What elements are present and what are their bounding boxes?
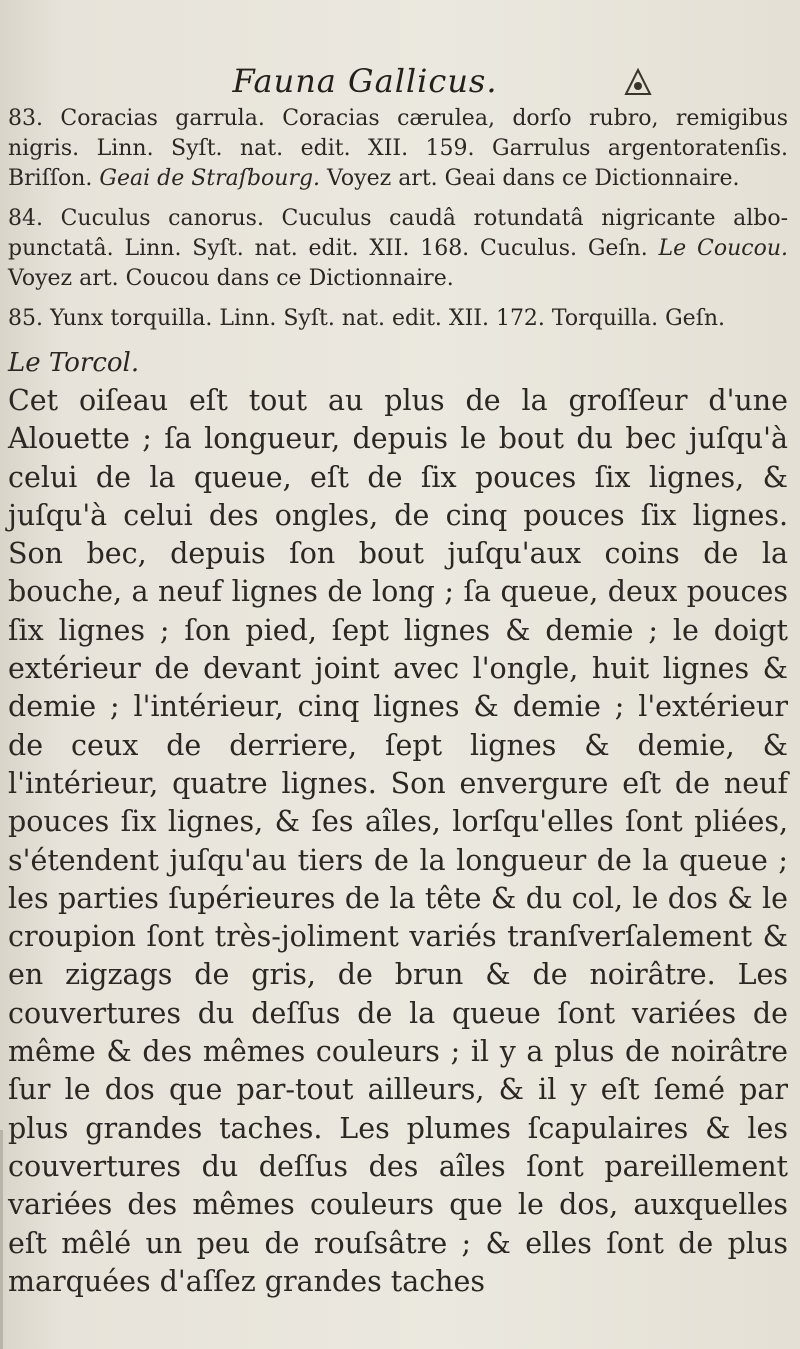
- entry-85: [8, 304, 788, 334]
- page-content: [8, 104, 788, 1301]
- entry-reference: Voyez art. Coucou dans ce Dictionnaire.: [8, 266, 454, 291]
- description-paragraph: Cet oiſeau eſt tout au plus de la groſſeur d'une Alouette ; ſa longueur, depuis le bout du bec juſqu'à celui de la queue, eſt de ſix pouces ſix lignes, & juſqu'à celui des ongles, de cinq pouces ſix lignes. Son bec, depuis ſon bout juſqu'aux coins de la bouche, a neuf lignes de long ; ſa queue, deux pouces ſix lignes ; ſon pied, ſept lignes & demie ; le doigt extérieur de devant joint avec l'ongle, huit lignes & demie ; l'intérieur, cinq lignes & demie ; l'extérieur de ceux de derriere, ſept lignes & demie, & l'intérieur, quatre lignes. Son envergure eſt de neuf pouces ſix lignes, & ſes aîles, lorſqu'elles ſont pliées, s'étendent juſqu'au tiers de la longueur de la queue ; les parties ſupérieures de la tête & du col, le dos & le croupion ſont très-joliment variés tranſverſalement & en zigzags de gris, de brun & de noirâtre. Les couvertures du deſſus de la queue ſont variées de même & des mêmes couleurs ; il y a plus de noirâtre ſur le dos que par-tout ailleurs, & il y eſt ſemé par plus grandes taches. Les plumes ſcapulaires & les couvertures du deſſus des aîles ſont pareillement variées des mêmes couleurs que le dos, auxquelles eſt mêlé un peu de rouſsâtre ; & elles ſont de plus marquées d'aſſez grandes taches: [8, 384, 788, 1298]
- entry-lead: 84. Cuculus canorus. Cuculus caudâ rotundatâ nigricante albo-punctatâ. Linn. Syſt. nat. edit. XII. 168. Cuculus. Geſn.: [8, 206, 788, 261]
- binding-edge: [0, 1130, 3, 1349]
- entry-reference: Voyez art. Geai dans ce Dictionnaire.: [327, 166, 740, 191]
- running-head: Fauna Gallicus.: [232, 62, 498, 100]
- entry-84: [8, 204, 788, 294]
- entry-83: [8, 104, 788, 194]
- entry-common-name: Le Coucou.: [658, 236, 788, 261]
- entry-common-name: Geai de Straſbourg.: [99, 166, 321, 191]
- species-heading: Le Torcol.: [8, 348, 140, 378]
- entry-lead: 83. Coracias garrula. Coracias cærulea, dorſo rubro, remigibus nigris. Linn. Syſt. nat. edit. XII. 159. Garrulus argentoratenſis. Briſſon.: [8, 106, 788, 191]
- entry-lead: 85. Yunx torquilla. Linn. Syſt. nat. edit. XII. 172. Torquilla. Geſn.: [8, 306, 726, 331]
- printer-ornament-icon: [618, 64, 658, 104]
